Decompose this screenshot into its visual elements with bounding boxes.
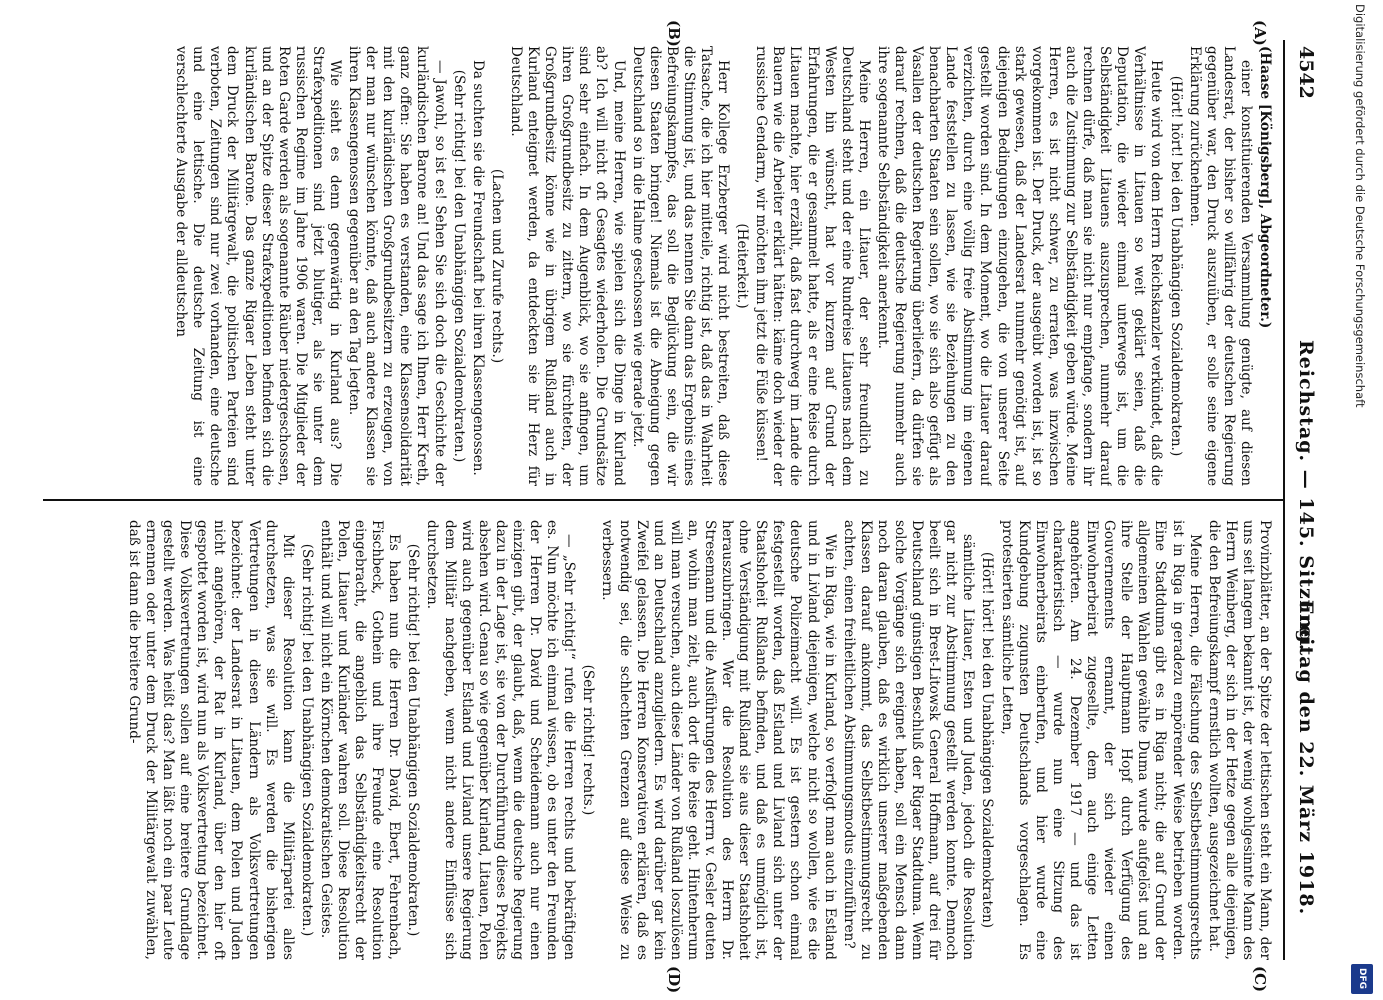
page-number: 4542 <box>1295 46 1317 99</box>
digitization-note: Digitalisierung gefördert durch die Deutsche Forschungsgemeinschaft <box>1353 4 1367 408</box>
paragraph: Da suchten sie die Freundschaft bei ihren Klassengenossen. <box>469 60 486 476</box>
paragraph: Und, meine Herren, wie spielen sich die Dinge in Kurland ab? Ich will nicht oft Gesagtes wiederholen. Die Grundsätze sind sehr einfach. In dem Augenblick, wo sie anfingen, um ihren Großgrundbesitz zu zittern, wo sie fürchteten, der Großgrundbesitz könne wie in übrigem Rußland auch in Kurland enteignet werden, da entdeckten sie ihr Herz für Deutschland. <box>507 46 627 486</box>
paragraph: Meine Herren, ein Litauer, der sehr freundlich zu Deutschland steht und der eine Rundreise Litauens nach dem Westen hin wünscht, hat vor kurzem auf Grund der Erfahrungen, die er gesammelt hatte, als er eine Reise durch Litauen machte, hier erzählt, daß fast durchweg im Lande die Bauern wie die Arbeiter erklärt hätten: käme doch wieder der russische Gendarm, wir möchten ihm jetzt die Füße küssen! <box>753 46 872 486</box>
column-divider <box>43 499 1283 501</box>
interjection: (Sehr richtig! bei den Unabhängigen Sozialdemokraten.) <box>405 543 422 937</box>
paragraph: Meine Herren, die Fälschung des Selbstbestimmungsrechts ist in Riga in geradezu empörender Weise betrieben worden. Eine Stadtduma gibt es in Riga nicht; die auf Grund der allgemeinen Wahlen gewählte Duma wurde aufgelöst und an ihre Stelle der Hauptmann Hopf durch Verfügung des Gouvernements ernannt, der sich wieder einen Einwohnerbeirat zugesellte, dem auch einige Letten angehörten. Am 24. Dezember 1917 — und das ist charakteristisch — wurde nun eine Sitzung des Einwohnerbeirats einberufen, und hier wurde eine Kundgebung zugunsten Deutschlands vorgeschlagen. Es protestierten sämtliche Letten, <box>998 520 1203 960</box>
paragraph: Heute wird von dem Herrn Reichskanzler verkündet, daß die Verhältnisse in Litauen so weit geklärt seien, daß die Deputation, die wieder einmal unterwegs ist, um die Selbständigkeit Litauens auszusprechen, nunmehr darauf rechnen dürfe, daß man sie nicht nur empfange, sondern ihr auch die Zustimmung zur Selbständigkeit geben würde. Meine Herren, es ist nicht schwer, zu erraten, was inzwischen vorgekommen ist. Der Druck, der ausgeübt worden ist, ist so stark gewesen, daß der Landesrat nunmehr genötigt ist, auf diejenigen Bedingungen einzugehen, die von unserer Seite gestellt worden sind. In dem Moment, wo die Litauer darauf verzichten, durch eine völlig freie Abstimmung im eigenen Lande feststellen zu lassen, wie sie Beziehungen zu den benachbarten Staaten sein sollen, wo sie sich also gefügt als Vasallen der deutschen Regierung überliefern, da dürfen sie darauf rechnen, daß die deutsche Regierung nunmehr auch ihre sogenannte Selbständigkeit anerkennt. <box>874 46 1165 486</box>
paragraph: — Jawohl, so ist es! Sehen Sie sich doch die Geschichte der kurländischen Barone an! Und das sage ich Ihnen, Herr Kreth, ganz offen: Sie haben es verstanden, eine Klassensolidarität mit den kurländischen Großgrundbesitzern zu erzeugen, von der man nur wünschen könnte, daß auch andere Klassen sie ihren Klassengenossen gegenüber an den Tag legten. <box>346 46 448 486</box>
session-date: Freitag den 22. März 1918. <box>1295 600 1317 916</box>
interjection: (Sehr richtig! bei den Unabhängigen Sozialdemokraten.) <box>298 543 315 937</box>
interjection: (Lachen und Zurufe rechts.) <box>488 168 505 364</box>
dfg-logo-icon: DFG <box>1351 964 1373 994</box>
margin-marker-b: (B) <box>665 20 683 47</box>
interjection: (Sehr richtig! bei den Unabhängigen Sozialdemokraten.) <box>450 69 467 463</box>
paragraph: Provinzblätter, an der Spitze der lettischen steht ein Mann, der uns seit langem bekannt ist, der wenig wohlgesinnte Mann des Herrn Weinberg, der sich in der Hetze gegen alle diejenigen, die den Befreiungskampf ernstlich wollten, ausgezeichnet hat. <box>1205 520 1273 960</box>
interjection: (Sehr richtig! rechts.) <box>580 664 597 816</box>
session-title: Reichstag. — 145. Sitzung. <box>1295 340 1317 652</box>
interjection: (Heiterkeit.) <box>734 223 751 309</box>
paragraph: Herr Kollege Erzberger wird nicht bestreiten, daß diese Tatsache, die ich hier mitteile, richtig ist, daß das in Wahrheit die Stimmung ist, und das nennen Sie dann das Ergebnis eines Befreiungskampfes, das soll die Beglückung sein, die wir diesen Staaten bringen! Niemals ist die Abneigung gegen Deutschland so in die Halme geschossen wie gerade jetzt. <box>629 46 732 486</box>
speaker-line: (Haase [Königsberg], Abgeordneter.) <box>1257 46 1273 329</box>
paragraph: Mit dieser Resolution kann die Militärpartei alles durchsetzen, was sie will. Es werden die bisherigen Vertretungen in diesen Ländern als Volksvertretungen bezeichnet: der Landesrat in Litauen, dem Polen und Juden nicht angehören, der Rat in Kurland, über den hier oft gespottet worden ist, wird nun als Volksvertretung bezeichnet. Diese Volksvertretungen sollen auf eine breitere Grundlage gestellt werden. Was heißt das? Man läßt noch ein paar Leute ernennen oder unter dem Druck der Militärgewalt zuwählen, daß ist dann die breitere Grund- <box>125 520 296 960</box>
paragraph: Wie in Riga, wie in Kurland, so verfolgt man auch in Estland und in Livland diejenigen, welche nicht so wollen, wie es die deutsche Polizeimacht will. Es ist gestern schon einmal festgestellt worden, daß Estland und Livland sich unter der Staatshoheit Rußlands befinden, und daß es unmöglich ist, ohne Verständigung mit Rußland sie aus dieser Staatshoheit herauszubringen. Wer die Resolution des Herrn Dr. Stresemann und die Ausführungen des Herrn v. Gesler deuten an, wohin man zielt, auch dort die Reise geht. Hintenherum will man versuchen, auch diese Länder von Rußland loszulösen und an Deutschland anzugliedern. Es wird darüber gar kein Zweifel gelassen. Die Herren Konservativen erklären, daß es notwendig sei, die schlechten Grenzen auf diese Weise zu verbessern. <box>599 520 838 960</box>
interjection: (Hört! hört! bei den Unabhängigen Sozialdemokraten) <box>979 551 996 929</box>
margin-marker-d: (D) <box>665 966 683 994</box>
paragraph: — „Sehr richtig!“ rufen die Herren rechts und bekräftigen es. Nun möchte ich einmal wissen, ob es unter den Freunden der Herren Dr. David und Scheidemann auch nur einen einzigen gibt, der glaubt, daß, wenn die deutsche Regierung dazu in der Lage ist, sie von der Durchführung dieses Projekts absehen wird. Genau so wie gegenüber Kurland, Litauen, Polen wird auch gegenüber Estland und Livland unsere Regierung dem Militär nachgeben, wenn nicht andere Einflüsse sich durchsetzen. <box>424 520 578 960</box>
paragraph: Es haben nun die Herren Dr. David, Ebert, Fehrenbach, Fischbeck, Gothein und ihre Freunde eine Resolution eingebracht, die angeblich das Selbständigkeitsrecht der Polen, Litauer und Kurländer wahren soll. Diese Resolution enthält und will nicht ein Körnchen demokratischen Geistes. <box>317 520 403 960</box>
page-header <box>1283 40 1325 960</box>
margin-marker-c: (C) <box>1251 966 1269 993</box>
left-column <box>43 46 1273 486</box>
right-column <box>43 520 1273 960</box>
rotated-newspaper-page <box>30 0 1343 1000</box>
paragraph: einer konstituierenden Versammlung genügte, auf diesen Landesrat, der bisher so willfährig der deutschen Regierung gegenüber war, den Druck auszuüben, er solle seine eigene Erklärung zurücknehmen. <box>1186 46 1254 486</box>
interjection: (Hört! hört! bei den Unabhängigen Sozialdemokraten.) <box>1167 75 1184 457</box>
paragraph: sämtliche Litauer, Esten und Juden, jedoch die Resolution gar nicht zur Abstimmung gestellt werden konnte. Dennoch beeilt sich in Brest-Litowsk General Hoffmann, auf drei für Deutschland günstigen Beschluß der Rigaer Stadtduma. Wenn solche Vorgänge sich ereignet haben, soll ein Mensch dann noch daran glauben, daß es wirklich unserer maßgebenden Klassen darauf ankommt, das Selbstbestimmungsrecht zu achten, einen freiheitlichen Abstimmungsmodus einzuführen? <box>840 520 977 960</box>
margin-marker-a: (A) <box>1251 20 1269 46</box>
paragraph: Wie sieht es denn gegenwärtig in Kurland aus? Die Strafexpeditionen sind jetzt blutiger, als sie unter dem russischen Regime im Jahre 1906 waren. Die Mitglieder der Roten Garde werden als sogenannte Räuber niedergeschossen, und an der Spitze dieser Strafexpeditionen befinden sich die kurländischen Barone. Das ganze Rigaer Leben steht unter dem Druck der Militärgewalt, die politischen Parteien sind verboten, Zeitungen sind nur zwei vorhanden, eine deutsche und eine lettische. Die deutsche Zeitung ist eine verschlechterte Ausgabe der alldeutschen <box>173 46 344 486</box>
